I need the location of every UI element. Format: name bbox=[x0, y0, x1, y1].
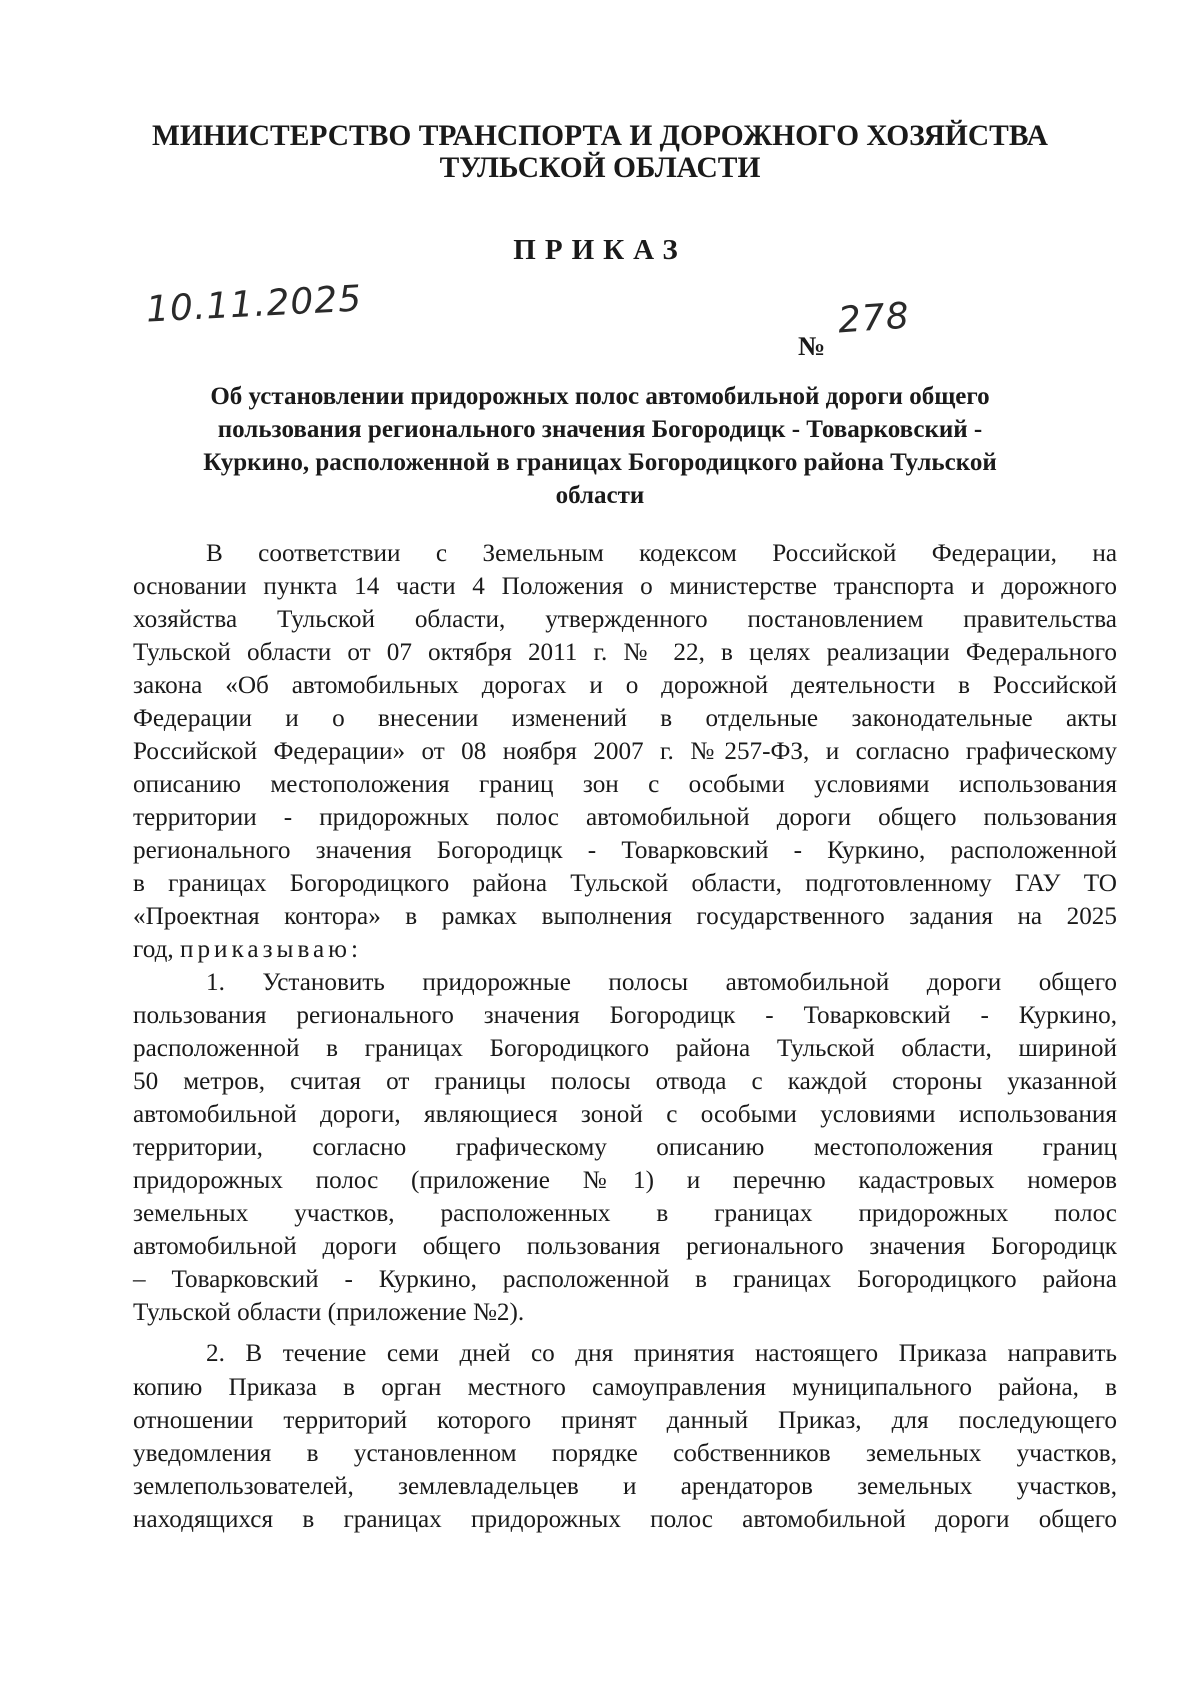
preamble-line: Российской Федерации» от 08 ноября 2007 г. №257-ФЗ, и согласно графическому bbox=[133, 738, 1117, 765]
item1-line: пользования регионального значения Богородицк - Товарковский - Куркино, bbox=[133, 1002, 1117, 1029]
preamble-line: Федерации и о внесении изменений в отдельные законодательные акты bbox=[133, 705, 1117, 732]
item1-line: придорожных полос (приложение №1) и перечню кадастровых номеров bbox=[133, 1167, 1117, 1194]
item1-line: – Товарковский - Куркино, расположенной в границах Богородицкого района bbox=[133, 1266, 1117, 1293]
item2-line: уведомления в установленном порядке собственников земельных участков, bbox=[133, 1440, 1117, 1467]
order-verb: приказываю: bbox=[179, 936, 362, 963]
preamble-line: регионального значения Богородицк - Товарковский - Куркино, расположенной bbox=[133, 837, 1117, 864]
item2-line: находящихся в границах придорожных полос автомобильной дороги общего bbox=[133, 1506, 1117, 1533]
preamble-line: закона «Об автомобильных дорогах и о дорожной деятельности в Российской bbox=[133, 672, 1117, 699]
preamble-last-prefix: год, bbox=[133, 936, 174, 963]
preamble-line: описанию местоположения границ зон с особыми условиями использования bbox=[133, 771, 1117, 798]
handwritten-number: 278 bbox=[836, 295, 912, 342]
item1-line: 1. Установить придорожные полосы автомобильной дороги общего bbox=[206, 969, 1117, 996]
item1-line: расположенной в границах Богородицкого района Тульской области, шириной bbox=[133, 1035, 1117, 1062]
item1-line: автомобильной дороги общего пользования регионального значения Богородицк bbox=[133, 1233, 1117, 1260]
handwritten-date: 10.11.2025 bbox=[145, 278, 364, 331]
preamble-line: В соответствии с Земельным кодексом Российской Федерации, на bbox=[206, 540, 1117, 567]
item2-line: отношении территорий которого принят данный Приказ, для последующего bbox=[133, 1407, 1117, 1434]
preamble-line: территории - придорожных полос автомобильной дороги общего пользования bbox=[133, 804, 1117, 831]
item1-line: территории, согласно графическому описанию местоположения границ bbox=[133, 1134, 1117, 1161]
item1-line: автомобильной дороги, являющиеся зоной с особыми условиями использования bbox=[133, 1101, 1117, 1128]
item2-line: копию Приказа в орган местного самоуправления муниципального района, в bbox=[133, 1374, 1117, 1401]
item1-line: земельных участков, расположенных в границах придорожных полос bbox=[133, 1200, 1117, 1227]
item2-line: землепользователей, землевладельцев и арендаторов земельных участков, bbox=[133, 1473, 1117, 1500]
preamble-line: Тульской области от 07 октября 2011 г. № 22, в целях реализации Федерального bbox=[133, 639, 1117, 666]
order-title-line: Об установлении придорожных полос автомобильной дороги общего bbox=[210, 383, 990, 410]
ministry-name-line1: МИНИСТЕРСТВО ТРАНСПОРТА И ДОРОЖНОГО ХОЗЯЙСТВА bbox=[152, 120, 1048, 152]
order-title-line: области bbox=[555, 482, 645, 509]
ministry-name-line2: ТУЛЬСКОЙ ОБЛАСТИ bbox=[439, 152, 761, 184]
item2-line: 2. В течение семи дней со дня принятия настоящего Приказа направить bbox=[206, 1340, 1117, 1367]
preamble-last-line bbox=[133, 933, 1117, 967]
preamble-line: в границах Богородицкого района Тульской области, подготовленному ГАУ ТО bbox=[133, 870, 1117, 897]
item1-line: 50 метров, считая от границы полосы отвода с каждой стороны указанной bbox=[133, 1068, 1117, 1095]
document-type-heading: ПРИКАЗ bbox=[513, 234, 687, 266]
number-label: № bbox=[798, 331, 826, 361]
order-title-line: Куркино, расположенной в границах Богородицкого района Тульской bbox=[203, 449, 997, 476]
preamble-line: хозяйства Тульской области, утвержденного постановлением правительства bbox=[133, 606, 1117, 633]
preamble-line: «Проектная контора» в рамках выполнения государственного задания на 2025 bbox=[133, 903, 1117, 930]
order-title-line: пользования регионального значения Богородицк - Товарковский - bbox=[217, 416, 983, 443]
item1-line: Тульской области (приложение №2). bbox=[133, 1299, 525, 1326]
preamble-line: основании пункта 14 части 4 Положения о министерстве транспорта и дорожного bbox=[133, 573, 1117, 600]
